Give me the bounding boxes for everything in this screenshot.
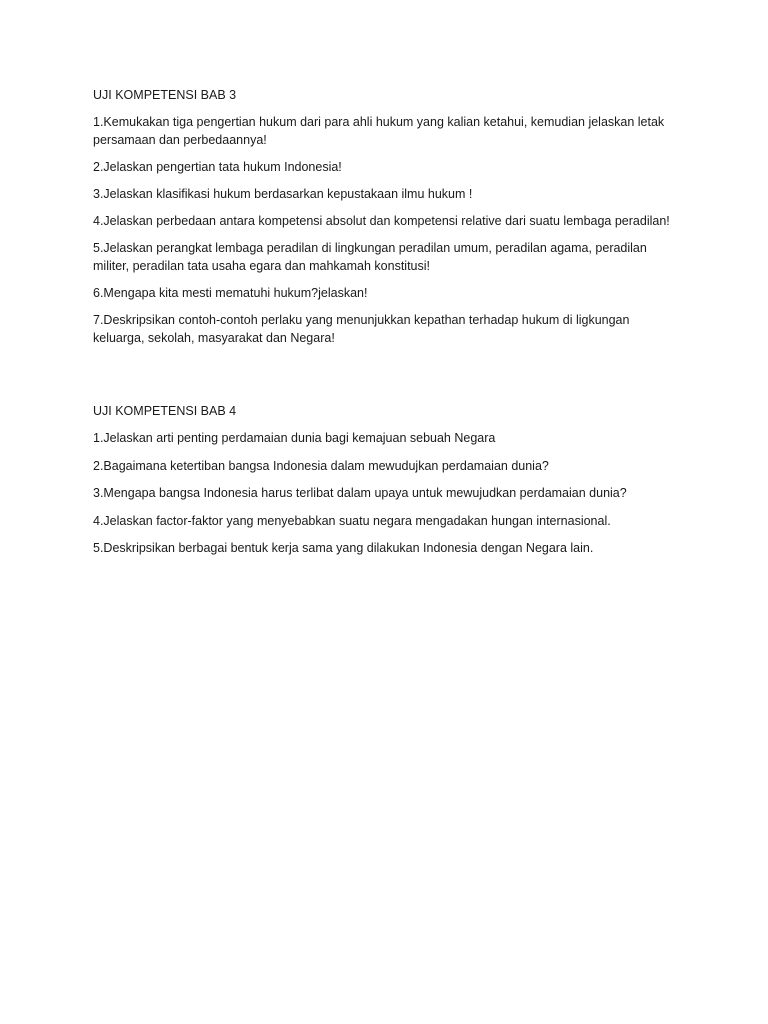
question-item: 1.Jelaskan arti penting perdamaian dunia bagi kemajuan sebuah Negara [93, 431, 496, 445]
question-item: 2.Bagaimana ketertiban bangsa Indonesia dalam mewudujkan perdamaian dunia? [93, 458, 549, 473]
question-item: 4.Jelaskan perbedaan antara kompetensi absolut dan kompetensi relative dari suatu lembaga peradilan! [93, 214, 670, 228]
question-item: 3.Jelaskan klasifikasi hukum berdasarkan kepustakaan ilmu hukum ! [93, 187, 473, 201]
question-item: 5.Deskripsikan berbagai bentuk kerja sama yang dilakukan Indonesia dengan Negara lain. [93, 541, 594, 555]
section-heading: UJI KOMPETENSI BAB 3 [93, 88, 237, 102]
section-bab-3 [93, 86, 673, 356]
question-item: 5.Jelaskan perangkat lembaga peradilan di lingkungan peradilan umum, peradilan agama, peradilan militer, peradilan tata usaha egara dan mahkamah konstitusi! [93, 241, 647, 273]
question-item: 2.Jelaskan pengertian tata hukum Indonesia! [93, 160, 342, 174]
question-item: 4.Jelaskan factor-faktor yang menyebabkan suatu negara mengadakan hungan internasional. [93, 513, 611, 528]
question-item: 6.Mengapa kita mesti mematuhi hukum?jelaskan! [93, 286, 368, 300]
question-item: 1.Kemukakan tiga pengertian hukum dari para ahli hukum yang kalian ketahui, kemudian jelaskan letak persamaan dan perbedaannya! [93, 115, 665, 147]
question-item: 3.Mengapa bangsa Indonesia harus terlibat dalam upaya untuk mewujudkan perdamaian dunia? [93, 486, 627, 500]
section-heading: UJI KOMPETENSI BAB 4 [93, 404, 237, 418]
section-bab-4 [93, 402, 673, 567]
question-item: 7.Deskripsikan contoh-contoh perlaku yang menunjukkan kepathan terhadap hukum di ligkungan keluarga, sekolah, masyarakat dan Negara! [93, 313, 630, 345]
